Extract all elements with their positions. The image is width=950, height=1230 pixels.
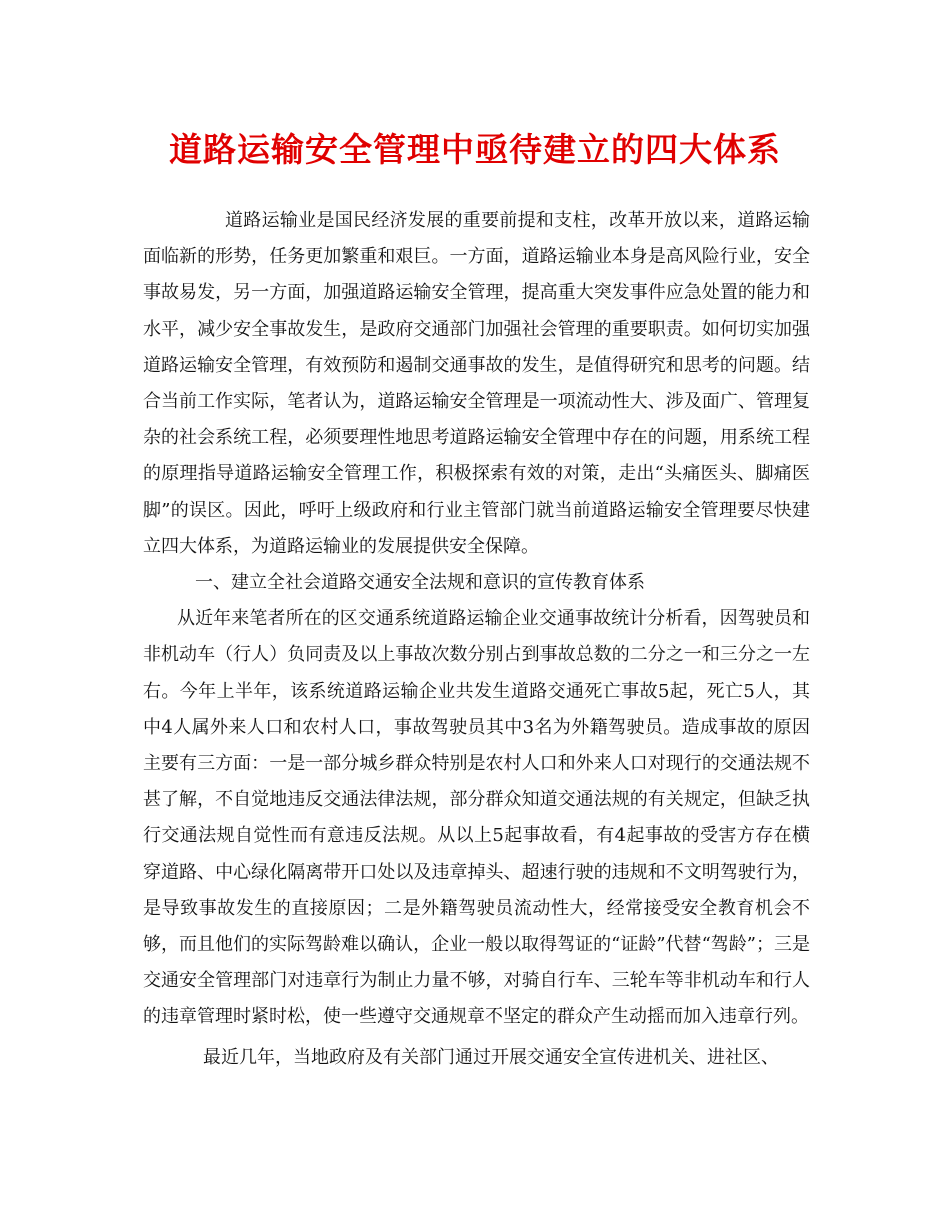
paragraph-intro: 道路运输业是国民经济发展的重要前提和支柱，改革开放以来，道路运输面临新的形势，任务更加繁重和艰巨。一方面，道路运输业本身是高风险行业，安全事故易发，另一方面，加强道路运输安全管理，提高重大突发事件应急处置的能力和水平，减少安全事故发生，是政府交通部门加强社会管理的重要职责。如何切实加强道路运输安全管理，有效预防和遏制交通事故的发生，是值得研究和思考的问题。结合当前工作实际，笔者认为，道路运输安全管理是一项流动性大、涉及面广、管理复杂的社会系统工程，必须要理性地思考道路运输安全管理中存在的问题，用系统工程的原理指导道路运输安全管理工作，积极探索有效的对策，走出“头痛医头、脚痛医脚”的误区。因此，呼吁上级政府和行业主管部门就当前道路运输安全管理要尽快建立四大体系，为道路运输业的发展提供安全保障。 [143,210,810,557]
paragraph-recent-years: 最近几年，当地政府及有关部门通过开展交通安全宣传进机关、进社区、 [203,1046,779,1068]
section-heading-1: 一、建立全社会道路交通安全法规和意识的宣传教育体系 [195,572,645,594]
document-title: 道路运输安全管理中亟待建立的四大体系 [169,130,781,169]
document-body [143,203,810,1076]
paragraph-accident-analysis: 从近年来笔者所在的区交通系统道路运输企业交通事故统计分析看，因驾驶员和非机动车（行人）负同责及以上事故次数分别占到事故总数的二分之一和三分之一左右。今年上半年，该系统道路运输企业共发生道路交通死亡事故5起，死亡5人，其中4人属外来人口和农村人口，事故驾驶员其中3名为外籍驾驶员。造成事故的原因主要有三方面：一是一部分城乡群众特别是农村人口和外来人口对现行的交通法规不甚了解，不自觉地违反交通法律法规，部分群众知道交通法规的有关规定，但缺乏执行交通法规自觉性而有意违反法规。从以上5起事故看，有4起事故的受害方存在横穿道路、中心绿化隔离带开口处以及违章掉头、超速行驶的违规和不文明驾驶行为，是导致事故发生的直接原因；二是外籍驾驶员流动性大，经常接受安全教育机会不够，而且他们的实际驾龄难以确认，企业一般以取得驾证的“证龄”代替“驾龄”；三是交通安全管理部门对违章行为制止力量不够，对骑自行车、三轮车等非机动车和行人的违章管理时紧时松，使一些遵守交通规章不坚定的群众产生动摇而加入违章行列。 [143,608,810,1028]
